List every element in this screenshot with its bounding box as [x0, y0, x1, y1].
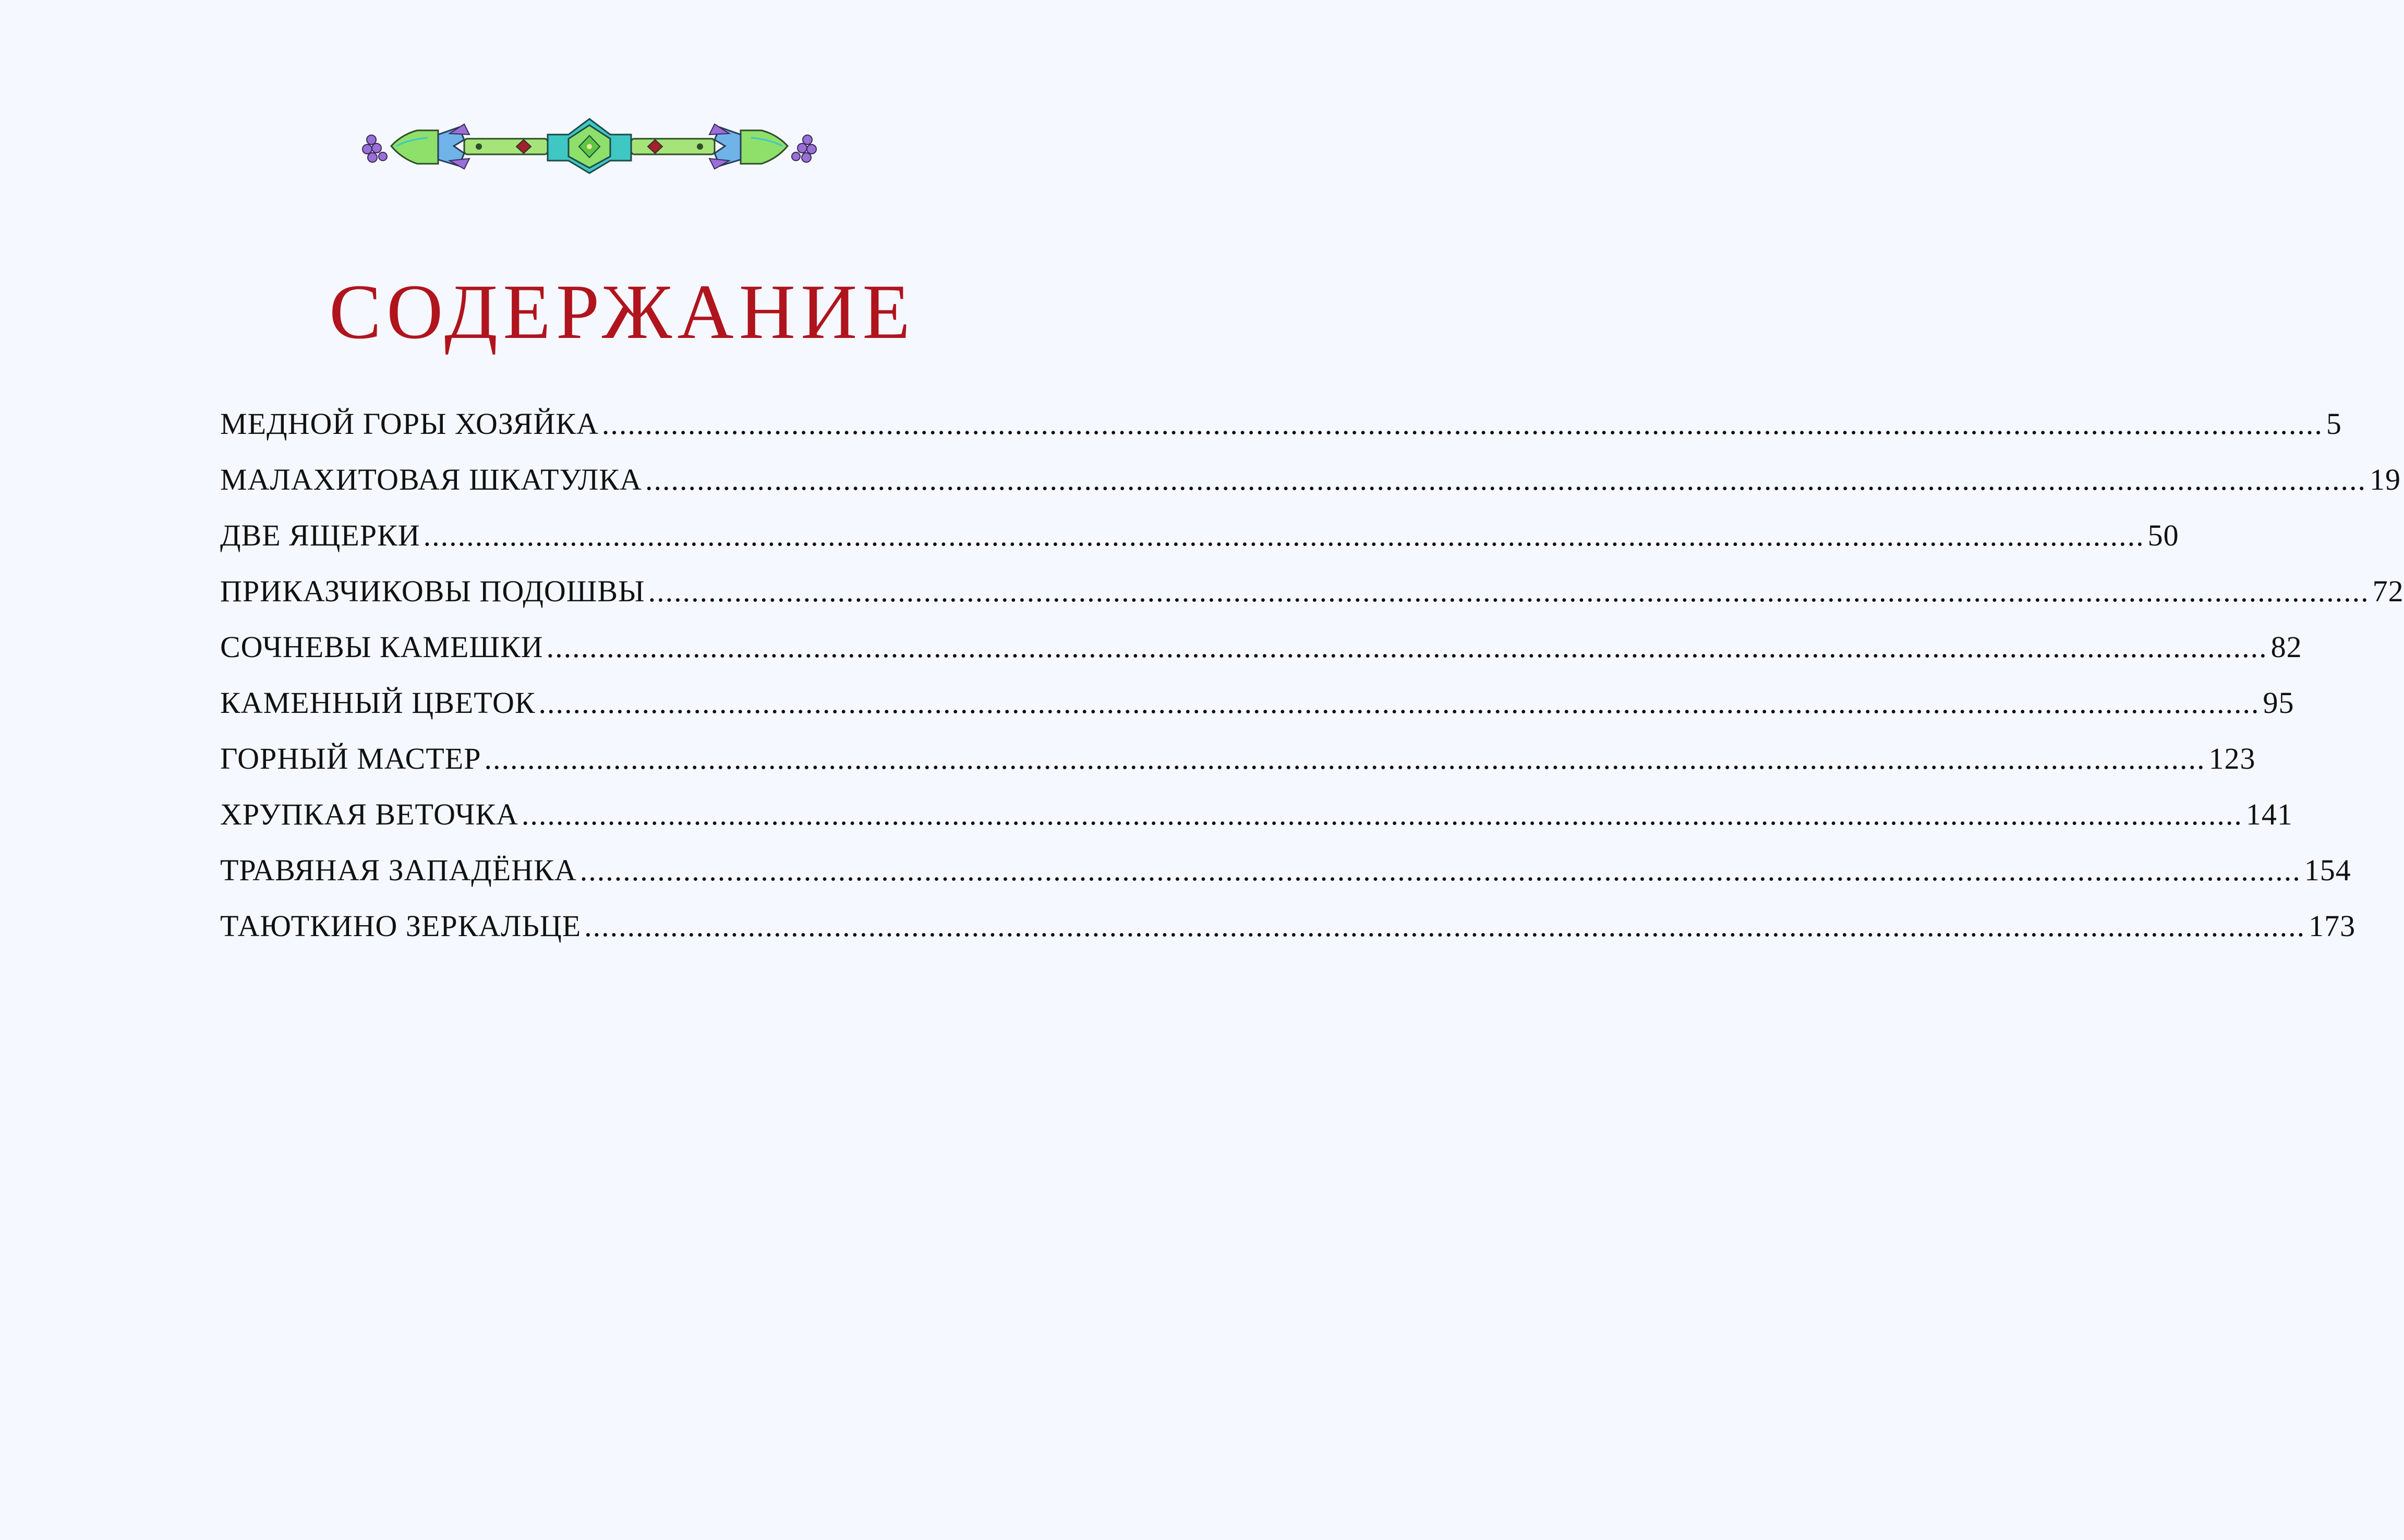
- dot-leader: ........................................................................................................................................................................................................: [601, 407, 2323, 441]
- toc-entry-page: 154: [2304, 853, 2351, 887]
- toc-entry-title: ТРАВЯНАЯ ЗАПАДЁНКА: [220, 853, 577, 887]
- toc-entry-title: ДВЕ ЯЩЕРКИ: [220, 518, 420, 552]
- dot-leader: ........................................................................................................................................................................................................: [423, 518, 2145, 552]
- toc-entry-title: ТАЮТКИНО ЗЕРКАЛЬЦЕ: [220, 909, 582, 943]
- toc-entry-title: ГОРНЫЙ МАСТЕР: [220, 742, 481, 775]
- toc-entry-page: 5: [2326, 407, 2342, 441]
- toc-entry-title: КАМЕННЫЙ ЦВЕТОК: [220, 686, 536, 720]
- dot-leader: ........................................................................................................................................................................................................: [579, 853, 2301, 887]
- toc-entry-title: ПРИКАЗЧИКОВЫ ПОДОШВЫ: [220, 574, 645, 608]
- dot-leader: ........................................................................................................................................................................................................: [521, 797, 2243, 831]
- toc-entry-title: МЕДНОЙ ГОРЫ ХОЗЯЙКА: [220, 407, 599, 441]
- toc-entry-title: МАЛАХИТОВАЯ ШКАТУЛКА: [220, 463, 642, 496]
- toc-entry-page: 141: [2245, 797, 2293, 831]
- dot-leader: ........................................................................................................................................................................................................: [645, 463, 2366, 496]
- toc-entry[interactable]: [220, 848, 2351, 904]
- dot-leader: ........................................................................................................................................................................................................: [584, 909, 2306, 943]
- toc-entry[interactable]: [220, 625, 2302, 681]
- toc-entry-title: СОЧНЕВЫ КАМЕШКИ: [220, 630, 543, 664]
- toc-entry-page: 82: [2270, 630, 2302, 664]
- toc-entry[interactable]: [220, 457, 2401, 513]
- toc-entry-page: 72: [2372, 574, 2404, 608]
- dot-leader: ........................................................................................................................................................................................................: [546, 630, 2268, 664]
- toc-entry[interactable]: [220, 513, 2179, 569]
- toc-entry-page: 123: [2208, 742, 2256, 775]
- toc-entry[interactable]: [220, 904, 2356, 960]
- berries-right-icon: [792, 135, 816, 162]
- toc-entry[interactable]: [220, 569, 2404, 625]
- table-of-contents: [220, 402, 2404, 960]
- dot-leader: ........................................................................................................................................................................................................: [648, 574, 2370, 608]
- toc-entry-title: ХРУПКАЯ ВЕТОЧКА: [220, 797, 518, 831]
- dot-leader: ........................................................................................................................................................................................................: [484, 742, 2206, 775]
- toc-entry[interactable]: [220, 792, 2293, 848]
- page-title: СОДЕРЖАНИЕ: [329, 269, 915, 355]
- toc-entry[interactable]: [220, 681, 2294, 736]
- berries-left-icon: [363, 135, 387, 162]
- decorative-ornament-icon: [360, 119, 819, 173]
- toc-entry-page: 19: [2369, 463, 2401, 496]
- dot-leader: ........................................................................................................................................................................................................: [538, 686, 2260, 720]
- toc-entry[interactable]: [220, 402, 2342, 457]
- toc-entry-page: 50: [2147, 518, 2179, 552]
- toc-entry[interactable]: [220, 736, 2256, 792]
- toc-entry-page: 95: [2263, 686, 2294, 720]
- toc-entry-page: 173: [2309, 909, 2356, 943]
